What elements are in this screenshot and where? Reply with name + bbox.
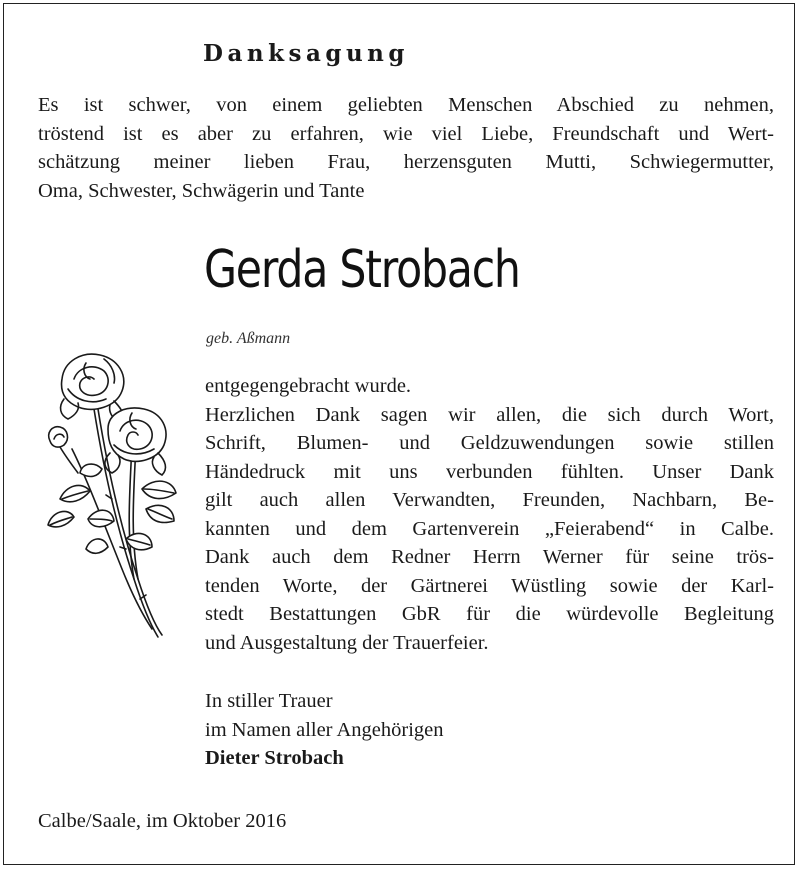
intro-line: schätzung meiner lieben Frau, herzensguten Mutti, Schwiegermutter, [38, 151, 774, 173]
notice-heading: Danksagung [203, 40, 409, 67]
body-line: Schrift, Blumen- und Geldzuwendungen sowie stillen [205, 432, 774, 454]
body-line: gilt auch allen Verwandten, Freunden, Nachbarn, Be- [205, 489, 774, 511]
intro-line: tröstend ist es aber zu erfahren, wie viel Liebe, Freundschaft und Wert- [38, 122, 774, 145]
body-line: Herzlichen Dank sagen wir allen, die sich durch Wort, [205, 403, 774, 426]
body-paragraph [205, 372, 774, 657]
deceased-name: Gerda Strobach [204, 240, 520, 300]
body-line: kannten und dem Gartenverein „Feierabend“ in Calbe. [205, 517, 774, 540]
closing-line: im Namen aller Angehörigen [205, 718, 444, 741]
signer-name: Dieter Strobach [205, 747, 344, 769]
obituary-notice-frame [3, 3, 795, 865]
body-line: Dank auch dem Redner Herrn Werner für seine trös- [205, 546, 774, 568]
intro-paragraph [38, 91, 774, 205]
roses-illustration-icon [42, 349, 178, 639]
closing-line: In stiller Trauer [205, 690, 333, 712]
body-line: stedt Bestattungen GbR für die würdevolle Begleitung [205, 603, 774, 625]
intro-line: Es ist schwer, von einem geliebten Menschen Abschied zu nehmen, [38, 94, 774, 116]
body-line: tenden Worte, der Gärtnerei Wüstling sowie der Karl- [205, 574, 774, 597]
closing-block [205, 687, 444, 773]
body-line: entgegengebracht wurde. [205, 375, 412, 397]
body-line: Händedruck mit uns verbunden fühlten. Unser Dank [205, 460, 774, 483]
place-date: Calbe/Saale, im Oktober 2016 [38, 810, 287, 832]
maiden-name: geb. Aßmann [206, 330, 291, 347]
body-line: und Ausgestaltung der Trauerfeier. [205, 631, 489, 654]
intro-line: Oma, Schwester, Schwägerin und Tante [38, 179, 365, 202]
